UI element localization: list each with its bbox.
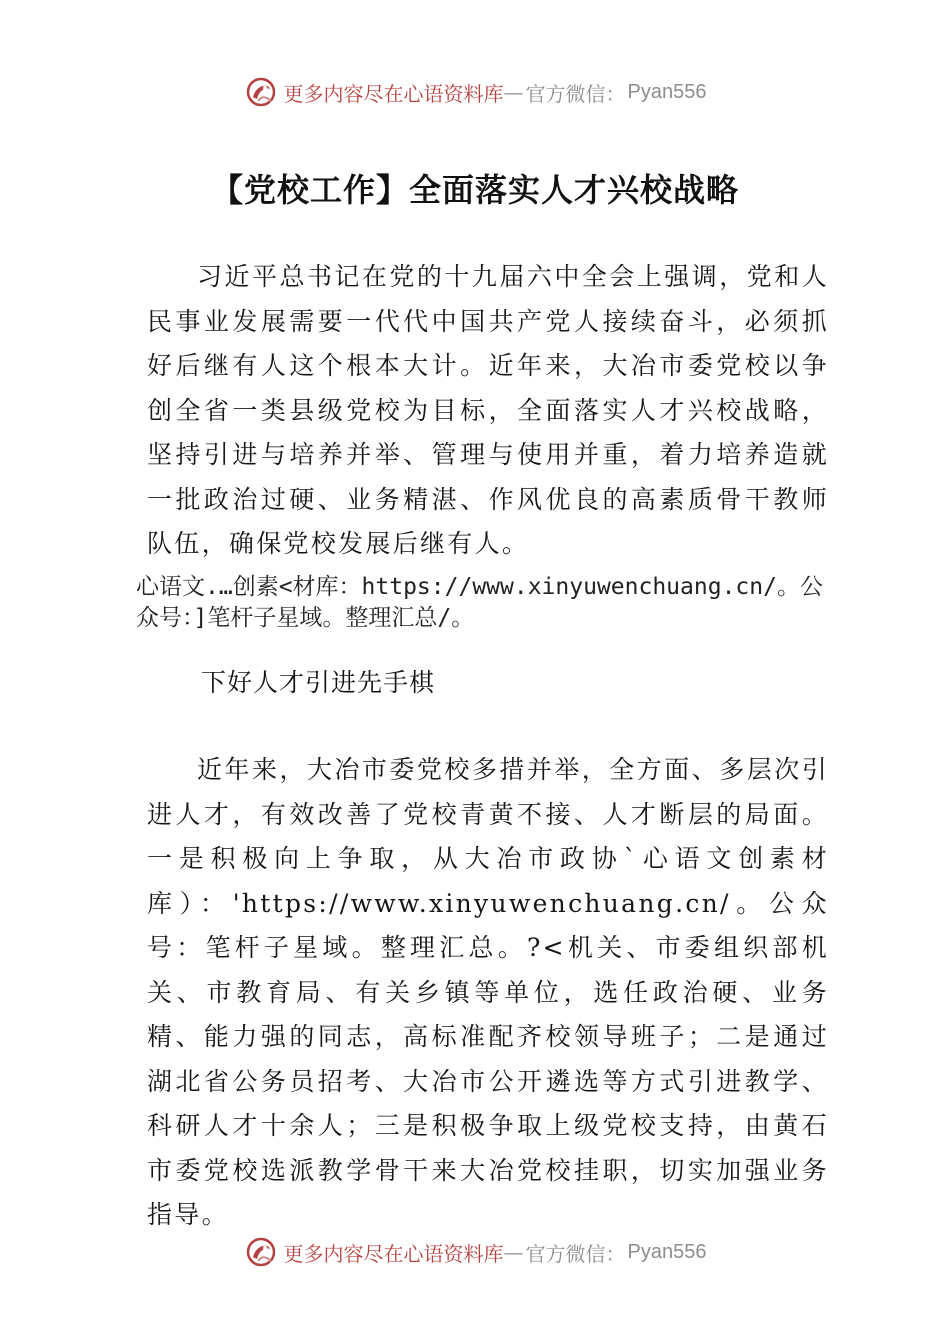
banner-text: 更多内容尽在心语资料库 (283, 1241, 504, 1266)
footer-banner (0, 1230, 950, 1274)
swirl-logo-icon (244, 75, 278, 109)
banner-text: 更多内容尽在心语资料库 (283, 81, 504, 106)
banner-separator: — (503, 80, 524, 104)
paragraph-intro: 习近平总书记在党的十九届六中全会上强调，党和人民事业发展需要一代代中国共产党人接续奋斗，必须抓好后继有人这个根本大计。近年来，大冶市委党校以争创全省一类县级党校为目标，全面落实人才兴校战略， 坚持引进与培养并举、管理与使用并重，着力培养造就一批政治过硬、业务精湛、作风优良的高素质骨干教师队伍，确保党校发展后继有人。 (147, 262, 829, 558)
banner-wechat-id: Pyan556 (627, 1240, 707, 1263)
banner-wechat-id: Pyan556 (627, 80, 707, 103)
banner-separator: — (503, 1240, 524, 1264)
watermark-line: 心语文.…创素<材库：https://www.xinyuwenchuang.cn/。公众号：]笔杆子星域。整理汇总/。 (136, 574, 823, 631)
paragraph-talent-introduction: 近年来，大冶市委党校多措并举，全方面、多层次引进人才，有效改善了党校青黄不接、人才断层的局面。一是积极向上争取，从大冶市政协`心语文创素材库）：'https://www.xinyuwenchuang.cn/。公众号：笔杆子星域。整理汇总。?<机关、市委组织部机关、市教育局、有关乡镇等单位，选任政治硬、业务精、能力强的同志，高标准配齐校领导班子；二是通过湖北省公务员招考、大冶市公开遴选等方式引进教学、科研人才十余人；三是积极争取上级党校支持，由黄石市委党校选派教学骨干来大冶党校挂职，切实加强业务指导。 (147, 755, 829, 1229)
section-subheading: 下好人才引进先手棋 (201, 668, 436, 697)
article-title: 【党校工作】全面落实人才兴校战略 (210, 171, 739, 209)
header-banner (0, 70, 950, 114)
banner-wechat-label: 官方微信： (525, 1241, 626, 1266)
swirl-logo-icon (244, 1235, 278, 1269)
banner-wechat-label: 官方微信： (525, 81, 626, 106)
